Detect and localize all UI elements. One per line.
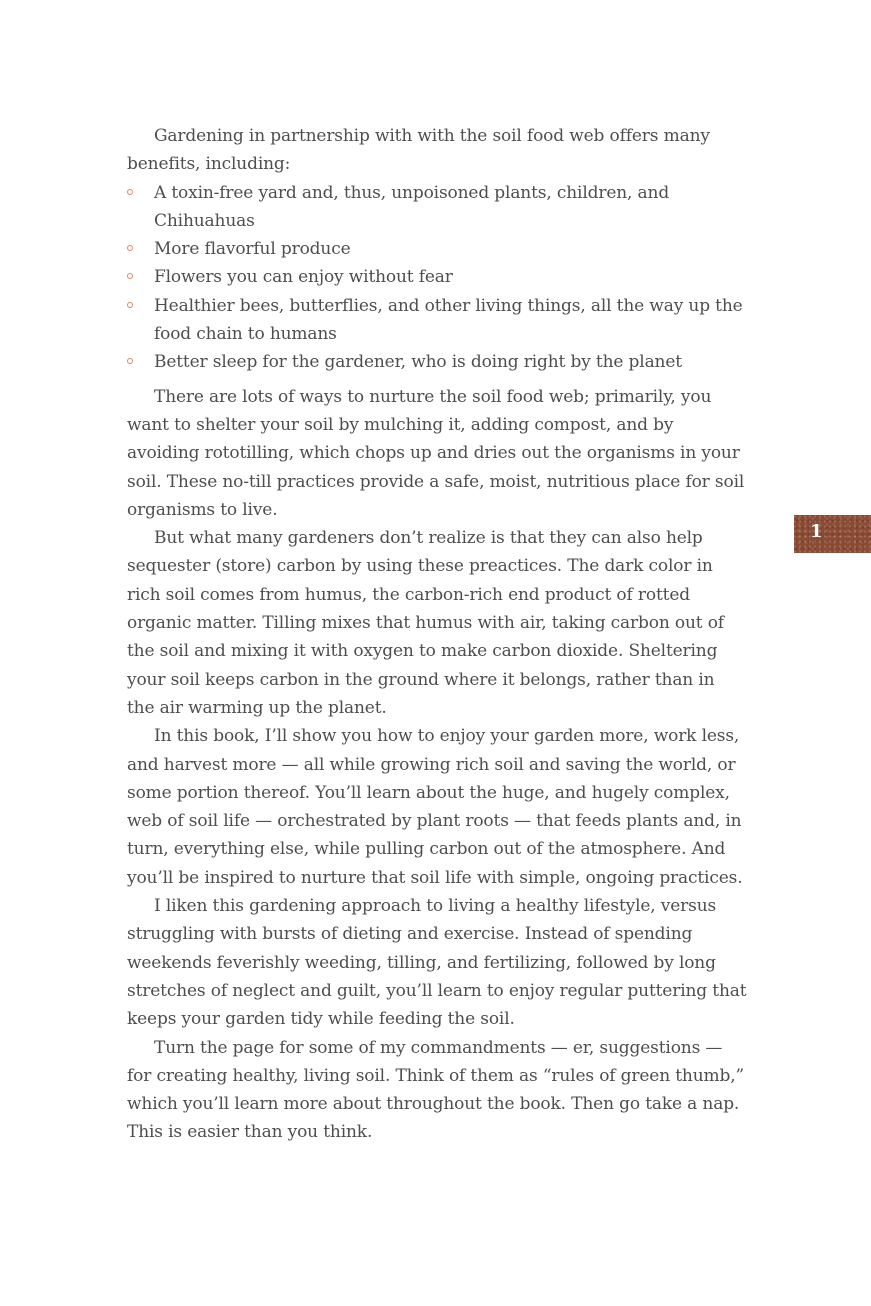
paragraph: In this book, I’ll show you how to enjoy your garden more, work less, and harvest more — all while growing rich soil and saving the world, or some portion thereof. You’ll learn about the huge, and hugely complex, web of soil life — orchestrated by plant roots — that feeds plants and, in turn, everything else, while pulling carbon out of the atmosphere. And you’ll be inspired to nurture that soil life with simple, ongoing practices. (127, 726, 743, 888)
bullet-circle-icon (127, 358, 133, 364)
list-item (127, 235, 747, 263)
list-item-text: A toxin-free yard and, thus, unpoisoned plants, children, and Chihuahuas (154, 182, 670, 231)
paragraph: Turn the page for some of my commandments — er, suggestions — for creating healthy, living soil. Think of them as “rules of green thumb,” which you’ll learn more about throughout the book. Then go take a nap. This is easier than you think. (127, 1037, 745, 1143)
chapter-number: 1 (810, 521, 823, 542)
bullet-circle-icon (127, 273, 133, 279)
intro-paragraph: Gardening in partnership with with the soil food web offers many benefits, including: (127, 126, 710, 175)
chapter-tab (794, 515, 871, 553)
benefits-list (127, 179, 747, 377)
list-item-text: Flowers you can enjoy without fear (154, 267, 453, 288)
body-text (127, 122, 747, 1147)
list-item (127, 292, 747, 349)
list-item-text: Better sleep for the gardener, who is doing right by the planet (154, 352, 682, 373)
list-item (127, 179, 747, 236)
list-item (127, 263, 747, 291)
list-item-text: Healthier bees, butterflies, and other living things, all the way up the food chain to humans (154, 295, 743, 345)
list-item-text: More flavorful produce (154, 239, 351, 260)
paragraph: But what many gardeners don’t realize is that they can also help sequester (store) carbon by using these preactices. The dark color in rich soil comes from humus, the carbon-rich end product of rotted organic matter. Tilling mixes that humus with air, taking carbon out of the soil and mixing it with oxygen to make carbon dioxide. Sheltering your soil keeps carbon in the ground where it belongs, rather than in the air warming up the planet. (127, 528, 724, 718)
bullet-circle-icon (127, 245, 133, 251)
paragraph: I liken this gardening approach to living a healthy lifestyle, versus struggling with bursts of dieting and exercise. Instead of spending weekends feverishly weeding, tilling, and fertilizing, followed by long stretches of neglect and guilt, you’ll learn to enjoy regular puttering that keeps your garden tidy while feeding the soil. (127, 896, 747, 1030)
bullet-circle-icon (127, 189, 133, 195)
paragraph: There are lots of ways to nurture the soil food web; primarily, you want to shelter your soil by mulching it, adding compost, and by avoiding rototilling, which chops up and dries out the organisms in your soil. These no-till practices provide a safe, moist, nutritious place for soil organisms to live. (127, 386, 745, 520)
list-item (127, 348, 747, 376)
bullet-circle-icon (127, 302, 133, 308)
